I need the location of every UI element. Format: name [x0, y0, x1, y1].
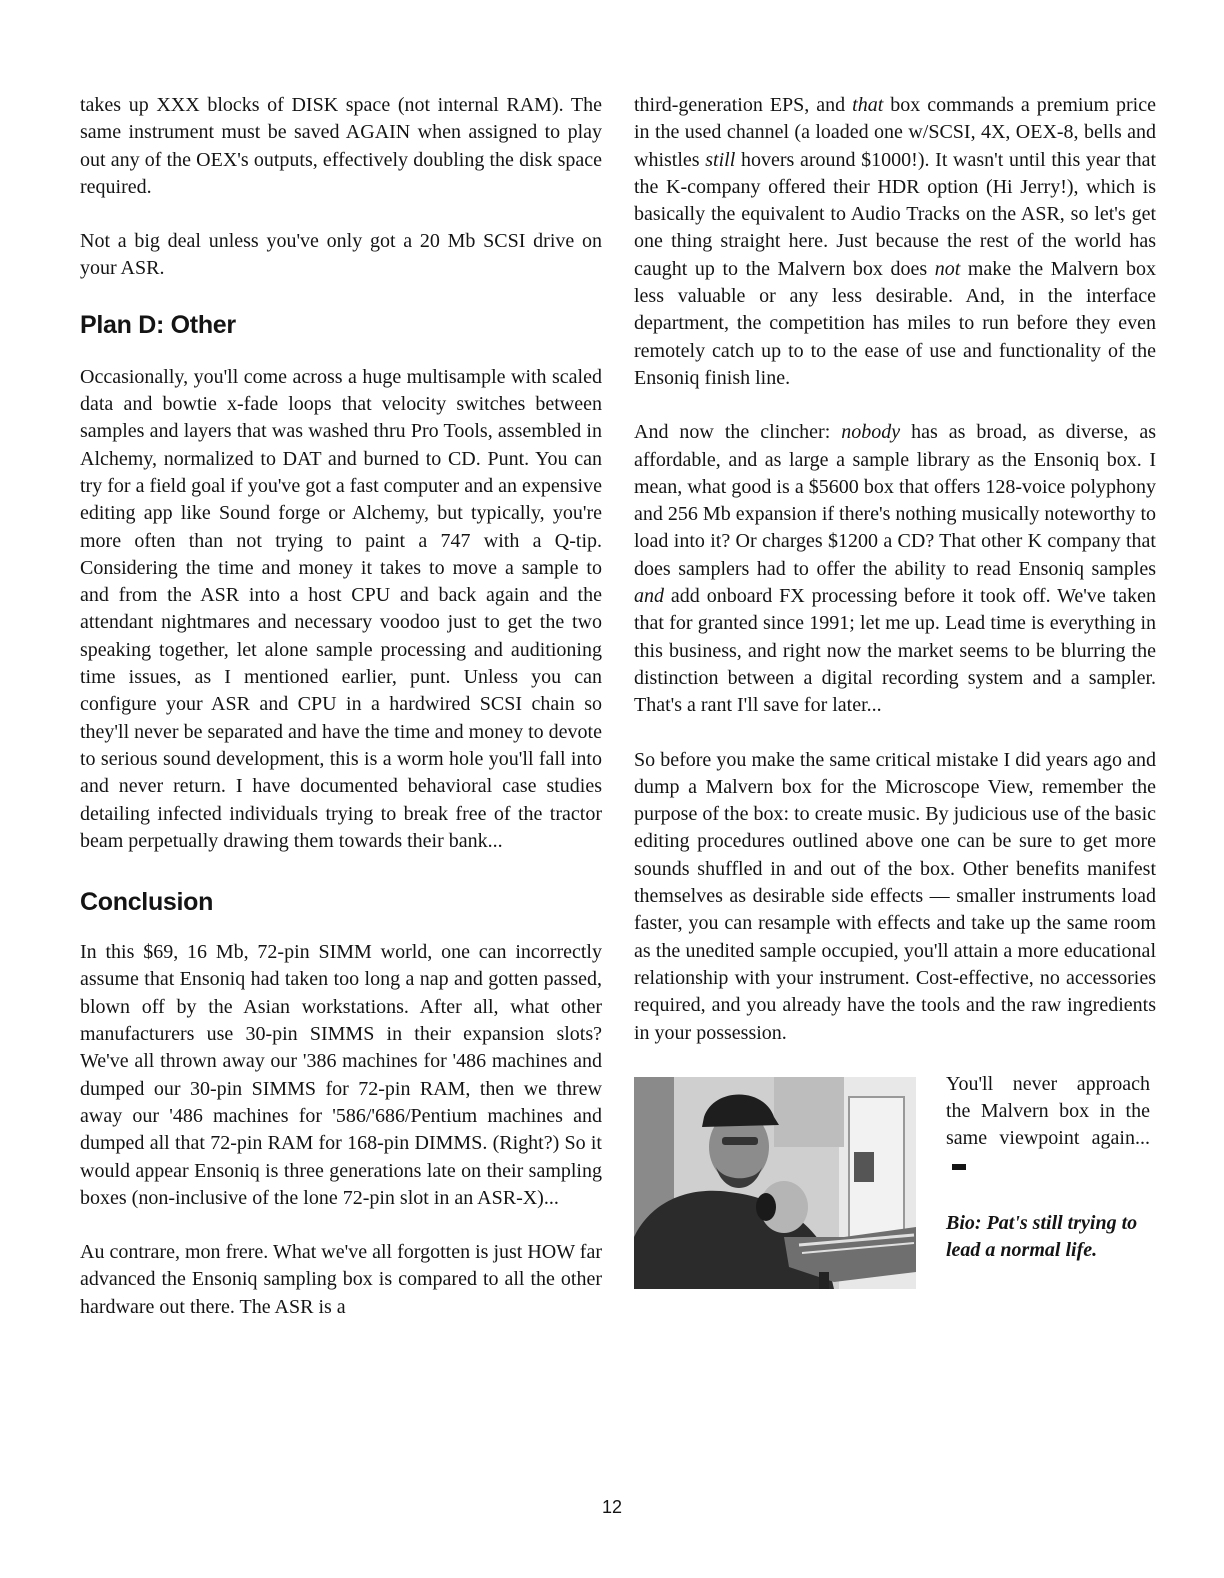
photo-with-caption	[634, 1071, 1156, 1291]
paragraph: So before you make the same critical mistake I did years ago and dump a Malvern box for the Microscope View, remember the purpose of the box: to create music. By judicious use of the basic editing procedures outlined above one can be sure to get more sounds shuffled in and out of the box. Other benefits manifest themselves as desirable side effects — smaller instruments load faster, you can resample with effects and take up the same room as the unedited sample occupied, you'll attain a more educational relationship with your instrument. Cost-effective, no accessories required, and you already have the tools and the raw ingredients in your possession.	[634, 748, 1156, 1044]
right-column	[634, 92, 1156, 1291]
left-column	[80, 92, 602, 1321]
paragraph: Au contrare, mon frere. What we've all forgotten is just HOW far advanced the Ensoniq sampling box is compared to all the other hardware out there. The ASR is a	[80, 1241, 602, 1318]
paragraph: Not a big deal unless you've only got a 20 Mb SCSI drive on your ASR.	[80, 230, 602, 280]
paragraph: And now the clincher: nobody has as broad, as diverse, as affordable, and as large a sample library as the Ensoniq box. I mean, what good is a $5600 box that offers 128-voice polyphony and 256 Mb expansion if there's nothing musically noteworthy to load into it? Or charges $1200 a CD? That other K company that does samplers had to offer the ability to read Ensoniq samples and add onboard FX processing before it took off. We've taken that for granted since 1991; let me up. Lead time is everything in this business, and right now the market seems to be blurring the distinction between a digital recording system and a sampler. That's a rant I'll save for later...	[634, 421, 1157, 717]
end-mark-icon	[952, 1164, 966, 1170]
photo-caption	[946, 1071, 1150, 1265]
paragraph: Occasionally, you'll come across a huge multisample with scaled data and bowtie x-fade loops that velocity switches between samples and layers that was washed thru Pro Tools, assembled in Alchemy, normalized to DAT and burned to CD. Punt. You can try for a field goal if you've got a fast computer and an expensive editing app like Sound forge or Alchemy, but typically, you're more often than not trying to paint a 747 with a Q-tip. Considering the time and money it takes to move a sample to and from the ASR into a host CPU and back again and the attendant nightmares and necessary voodoo just to get the two speaking together, let alone sample processing and auditioning time issues, as I mentioned earlier, punt. Unless you can configure your ASR and CPU in a hardwired SCSI chain so they'll never be separated and have the time and money to devote to serious sound development, this is a worm hole you'll fall into and never return. I have documented behavioral case studies detailing infected individuals trying to break free of the tractor beam perpetually drawing them towards their bank...	[80, 365, 602, 852]
page-number: 12	[601, 1497, 623, 1517]
photo-illustration-icon	[634, 1077, 916, 1289]
paragraph: third-generation EPS, and that box commands a premium price in the used channel (a loaded one w/SCSI, 4X, OEX-8, bells and whistles still hovers around $1000!). It wasn't until this year that the K-company offered their HDR option (Hi Jerry!), which is basically the equivalent to Audio Tracks on the ASR, so let's get one thing straight here. Just because the rest of the world has caught up to the Malvern box does not make the Malvern box less valuable or any less desirable. And, in the interface department, the competition has miles to run before they even remotely catch up to to the ease of use and functionality of the Ensoniq finish line.	[634, 94, 1157, 389]
section-heading-conclusion: Conclusion	[80, 888, 214, 917]
section-heading-plan-d: Plan D: Other	[80, 310, 236, 339]
paragraph: takes up XXX blocks of DISK space (not internal RAM). The same instrument must be saved AGAIN when assigned to play out any of the OEX's outputs, effectively doubling the disk space required.	[80, 94, 602, 198]
caption-text: You'll never approach the Malvern box in the same viewpoint again...	[946, 1071, 1150, 1180]
paragraph: In this $69, 16 Mb, 72-pin SIMM world, one can incorrectly assume that Ensoniq had taken too long a nap and gotten passed, blown off by the Asian workstations. After all, what other manufacturers use 30-pin SIMMS in their expansion slots? We've all thrown away our '386 machines for '486 machines and dumped our 30-pin SIMMS for 72-pin RAM, then we threw away our '486 machines for '586/'686/Pentium machines and dumped all that 72-pin RAM for 168-pin DIMMS. (Right?) So it would appear Ensoniq is three generations late on their sampling boxes (non-inclusive of the lone 72-pin slot in an ASR-X)...	[80, 941, 602, 1209]
author-bio: Bio: Pat's still trying to lead a normal life.	[946, 1211, 1138, 1262]
author-photo	[634, 1077, 916, 1289]
